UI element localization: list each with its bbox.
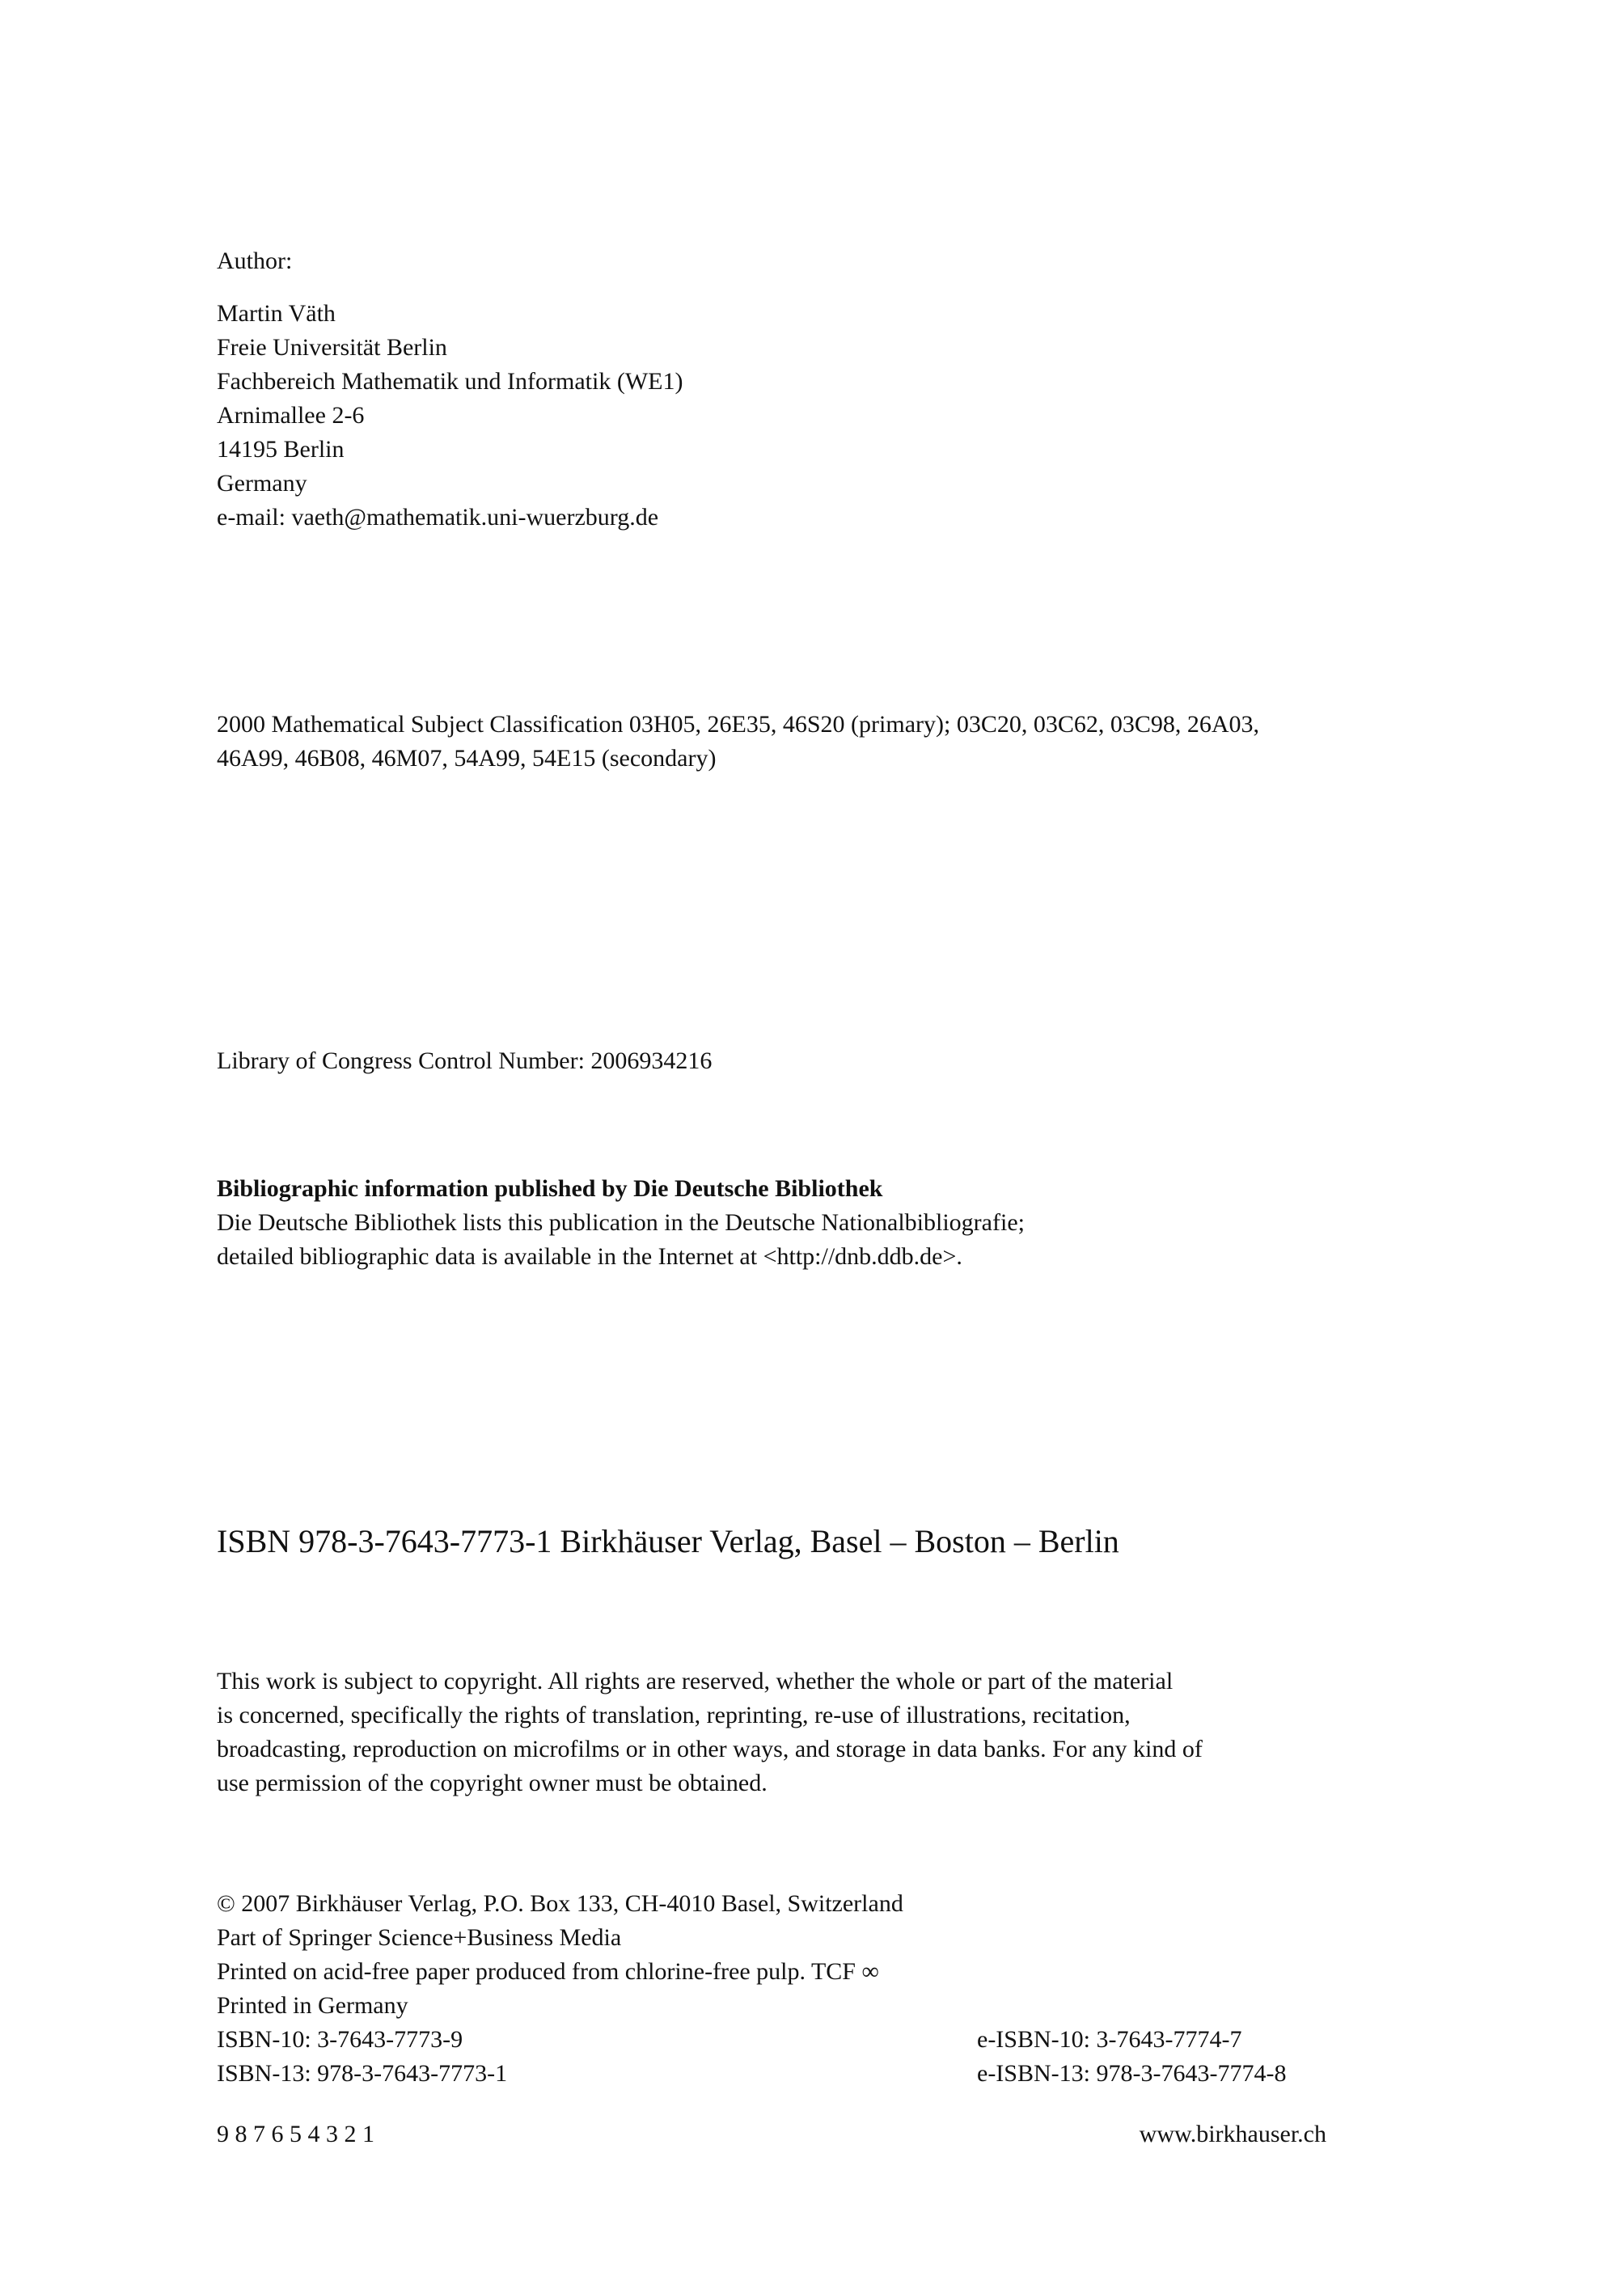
author-street: Arnimallee 2-6 <box>217 402 365 429</box>
printed-line: Printed in Germany <box>217 1992 408 2019</box>
paper-line: Printed on acid-free paper produced from chlorine-free pulp. TCF ∞ <box>217 1958 879 1985</box>
isbn-main-block <box>217 1521 1119 1563</box>
bibliographic-info <box>217 1172 1025 1274</box>
biblio-title: Bibliographic information published by Die Deutsche Bibliothek <box>217 1175 883 1202</box>
author-institution: Freie Universität Berlin <box>217 334 447 361</box>
lccn-block <box>217 1044 712 1078</box>
author-email: e-mail: vaeth@mathematik.uni-wuerzburg.de <box>217 504 659 531</box>
eisbn10: e-ISBN-10: 3-7643-7774-7 <box>977 2026 1242 2053</box>
biblio-line: detailed bibliographic data is available in the Internet at <http://dnb.ddb.de>. <box>217 1243 962 1270</box>
copyright-line: is concerned, specifically the rights of translation, reprinting, re-use of illustrations, recitation, <box>217 1702 1131 1728</box>
copyright-line: broadcasting, reproduction on microfilms or in other ways, and storage in data banks. For any kind of <box>217 1736 1203 1762</box>
author-city: 14195 Berlin <box>217 436 345 463</box>
biblio-line: Die Deutsche Bibliothek lists this publication in the Deutsche Nationalbibliografie; <box>217 1209 1025 1236</box>
author-country: Germany <box>217 470 307 497</box>
printing-line: 9 8 7 6 5 4 3 2 1 <box>217 2121 374 2147</box>
copyright-notice: © 2007 Birkhäuser Verlag, P.O. Box 133, CH-4010 Basel, Switzerland <box>217 1890 903 1917</box>
copyright-statement <box>217 1665 1203 1800</box>
springer-line: Part of Springer Science+Business Media <box>217 1924 622 1951</box>
copyright-line: use permission of the copyright owner must be obtained. <box>217 1770 768 1796</box>
msc-line: 46A99, 46B08, 46M07, 54A99, 54E15 (secondary) <box>217 745 717 772</box>
msc-line: 2000 Mathematical Subject Classification 03H05, 26E35, 46S20 (primary); 03C20, 03C62, 03C98, 26A03, <box>217 711 1260 738</box>
author-address <box>217 297 683 535</box>
isbn10-row <box>217 2023 1326 2057</box>
website-link[interactable]: www.birkhauser.ch <box>1139 2121 1326 2147</box>
copyright-line: This work is subject to copyright. All rights are reserved, whether the whole or part of the material <box>217 1668 1174 1694</box>
subject-classification <box>217 708 1259 776</box>
lccn: Library of Congress Control Number: 2006934216 <box>217 1047 713 1074</box>
legal-block <box>217 1887 1326 2091</box>
author-heading-block <box>217 244 292 278</box>
isbn10: ISBN-10: 3-7643-7773-9 <box>217 2026 463 2053</box>
isbn13-row <box>217 2057 1326 2091</box>
author-heading: Author: <box>217 247 293 274</box>
author-name: Martin Väth <box>217 300 336 327</box>
author-department: Fachbereich Mathematik und Informatik (WE1) <box>217 368 683 395</box>
footer <box>217 2117 1326 2151</box>
isbn13: ISBN-13: 978-3-7643-7773-1 <box>217 2060 508 2087</box>
eisbn13: e-ISBN-13: 978-3-7643-7774-8 <box>977 2060 1287 2087</box>
isbn-main: ISBN 978-3-7643-7773-1 Birkhäuser Verlag, Basel – Boston – Berlin <box>217 1523 1119 1559</box>
